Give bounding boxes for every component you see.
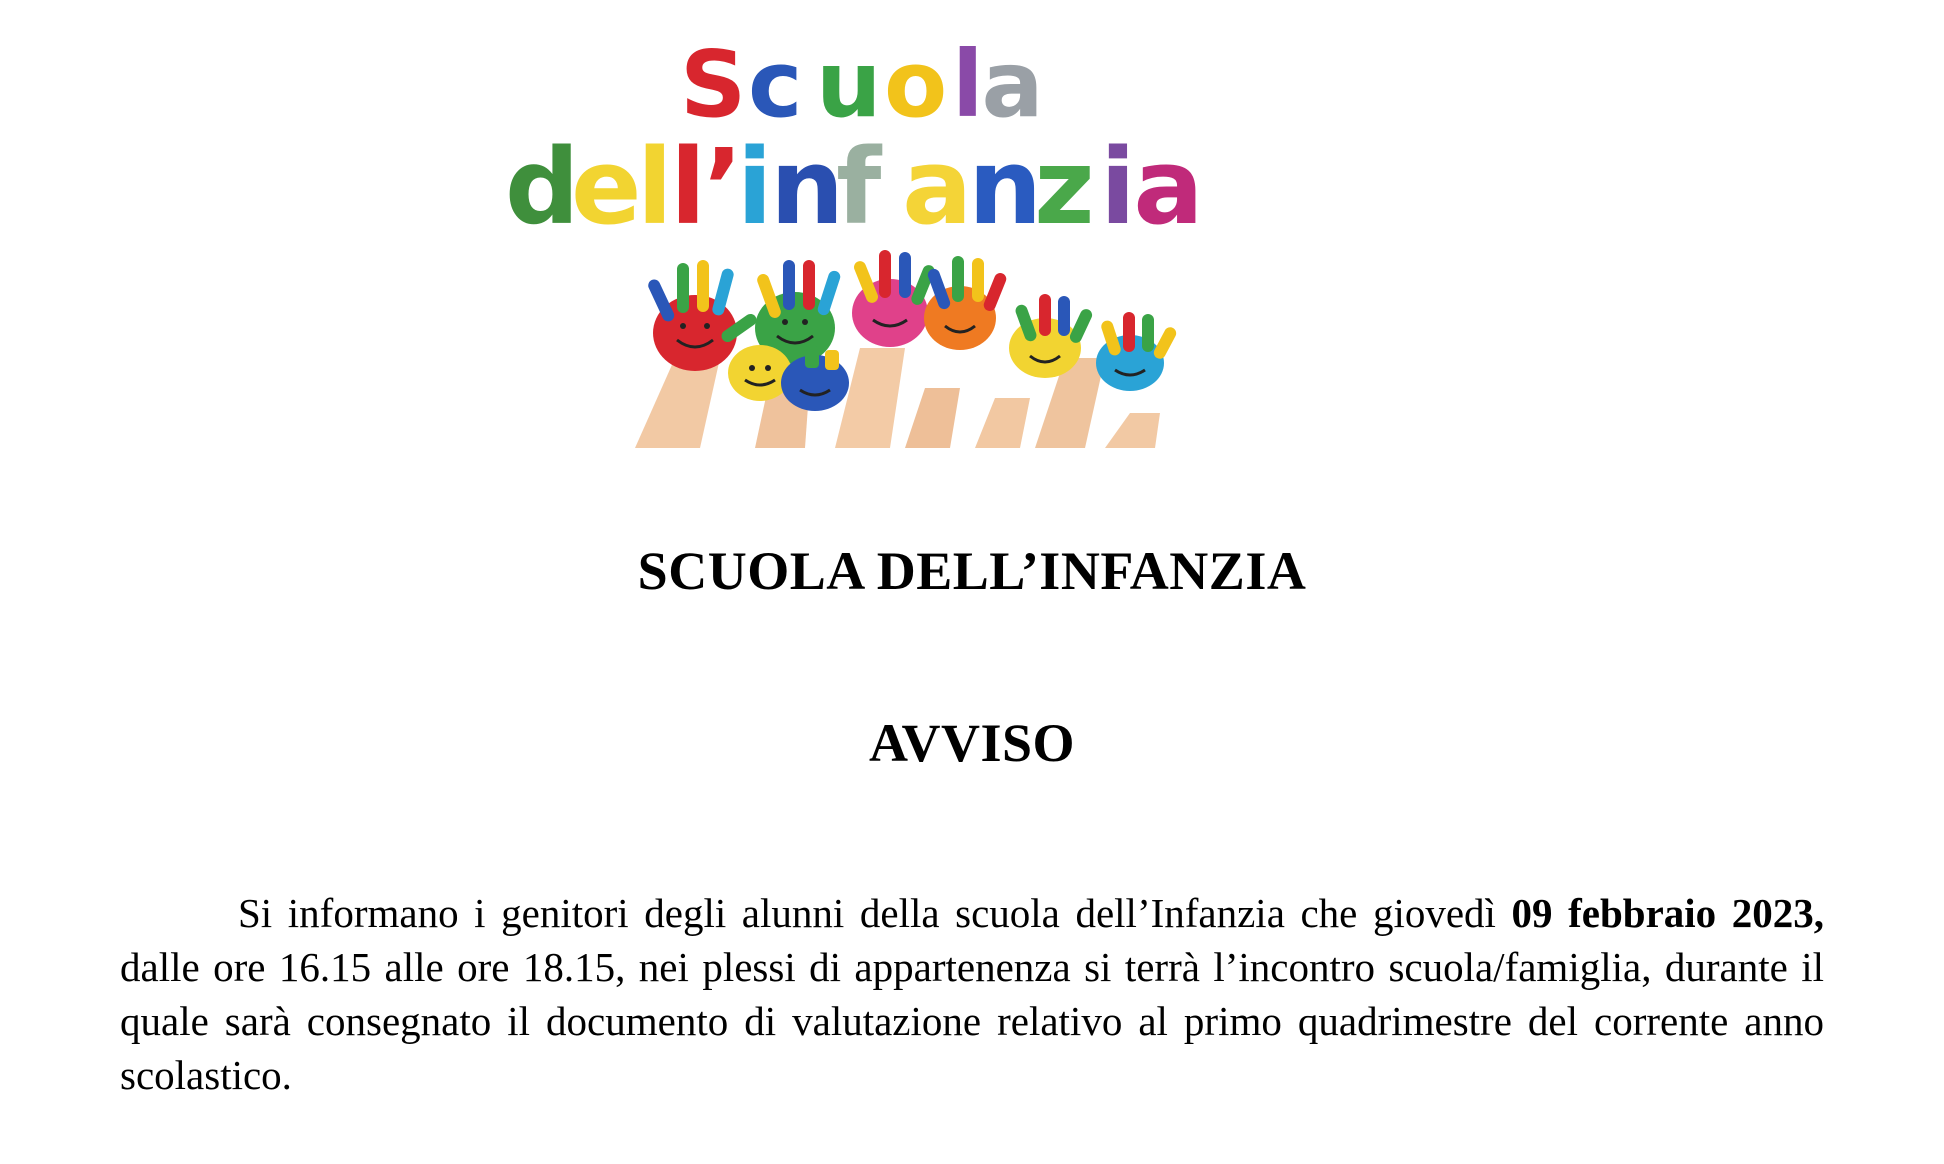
document-subtitle: AVVISO [868,713,1076,773]
logo-line-infanzia [505,126,1204,248]
logo-letter: n [770,126,845,248]
logo-letter: l [670,126,706,248]
logo-letter: f [836,126,882,248]
logo-letter: l [637,126,673,248]
logo-letter: e [571,126,642,248]
document-title: SCUOLA DELL’INFANZIA [637,541,1307,601]
logo-letter: d [505,126,580,248]
logo-letter: i [1100,126,1136,248]
logo-letter: i [736,126,773,248]
logo-letter: c [748,31,803,138]
school-logo [505,28,1385,448]
notice-date: 09 febbraio 2023, [1511,890,1824,936]
logo-letter: S [680,31,747,138]
logo-letter: z [1034,126,1095,248]
logo-letter: a [981,31,1044,138]
logo-letter: n [968,126,1043,248]
logo-letter: a [902,126,973,248]
logo-letter: l [952,31,984,138]
logo-letter: a [1133,126,1204,248]
notice-paragraph [120,886,1824,1102]
notice-text-part1: Si informano i genitori degli alunni della scuola dell’Infanzia che giovedì [238,890,1512,936]
logo-letter: o [884,31,948,138]
painted-hands-illustration [635,250,1178,448]
notice-text-part2: dalle ore 16.15 alle ore 18.15, nei plessi di appartenenza si terrà l’incontro scuola/famiglia, durante il quale sarà consegnato il documento di valutazione relativo al primo quadrimestre del corrente anno scolastico. [120,944,1824,1098]
logo-line-scuola [680,31,1044,138]
logo-letter: ’ [703,126,744,248]
logo-letter: u [816,31,882,138]
logo-svg [505,28,1385,448]
